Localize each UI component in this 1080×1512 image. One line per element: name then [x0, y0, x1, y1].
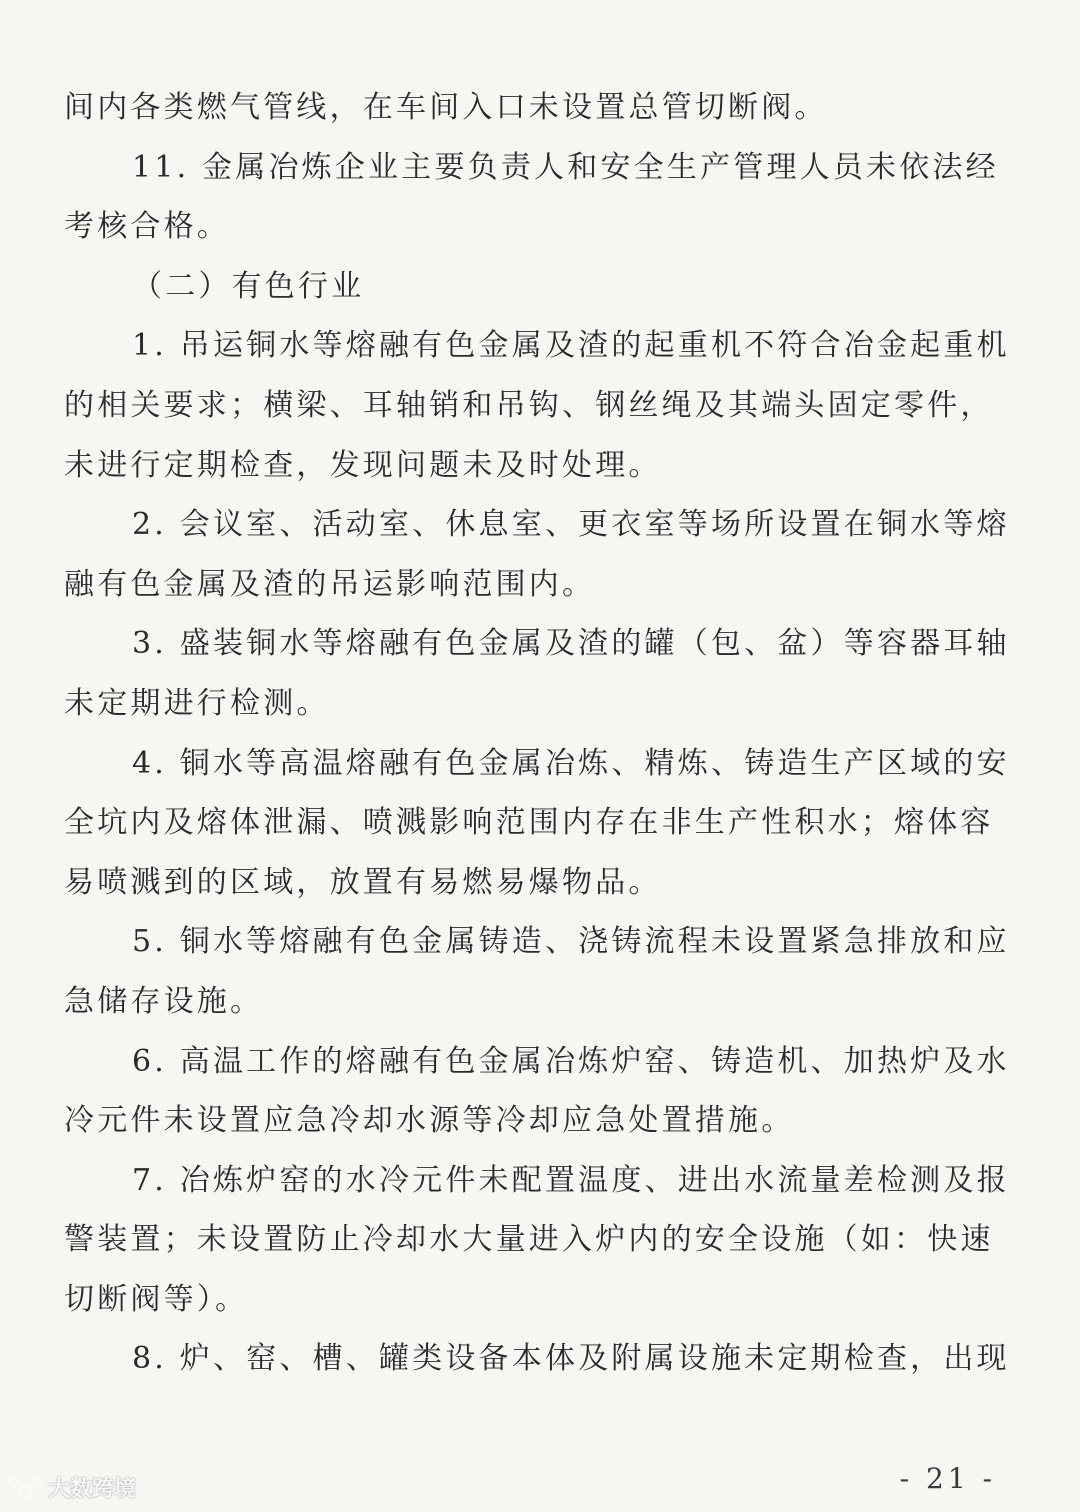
- text-line: 切断阀等）。: [64, 1281, 249, 1317]
- text-line: 间内各类燃气管线，在车间入口未设置总管切断阀。: [64, 90, 828, 125]
- text-line: 急储存设施。: [64, 983, 264, 1019]
- text-line: 7. 冶炼炉窑的水冷元件未配置温度、进出水流量差检测及报: [132, 1162, 1010, 1198]
- watermark: [8, 1472, 136, 1503]
- text-line: 冷元件未设置应急冷却水源等冷却应急处置措施。: [64, 1103, 795, 1139]
- page-number: - 21 -: [899, 1462, 996, 1495]
- text-line: 4. 铜水等高温熔融有色金属冶炼、精炼、铸造生产区域的安: [132, 745, 1010, 781]
- brand-logo-icon: [8, 1474, 42, 1502]
- text-line: 1. 吊运铜水等熔融有色金属及渣的起重机不符合冶金起重机: [132, 328, 1010, 364]
- watermark-text: 大数跨境: [48, 1477, 137, 1502]
- text-line: 5. 铜水等熔融有色金属铸造、浇铸流程未设置紧急排放和应: [132, 924, 1010, 960]
- text-line: 2. 会议室、活动室、休息室、更衣室等场所设置在铜水等熔: [132, 507, 1010, 543]
- text-line: 未进行定期检查，发现问题未及时处理。: [64, 447, 662, 483]
- text-line: （二）有色行业: [132, 268, 365, 304]
- text-line: 3. 盛装铜水等熔融有色金属及渣的罐（包、盆）等容器耳轴: [132, 626, 1010, 662]
- body-text: [64, 78, 1016, 1389]
- text-line: 融有色金属及渣的吊运影响范围内。: [64, 566, 596, 602]
- text-line: 考核合格。: [64, 209, 230, 245]
- text-line: 8. 炉、窑、槽、罐类设备本体及附属设施未定期检查，出现: [132, 1341, 1010, 1377]
- text-line: 未定期进行检测。: [64, 685, 330, 721]
- text-line: 6. 高温工作的熔融有色金属冶炼炉窑、铸造机、加热炉及水: [132, 1043, 1010, 1079]
- text-line: 11. 金属冶炼企业主要负责人和安全生产管理人员未依法经: [132, 149, 999, 185]
- text-line: 全坑内及熔体泄漏、喷溅影响范围内存在非生产性积水；熔体容: [64, 805, 994, 841]
- text-line: 易喷溅到的区域，放置有易燃易爆物品。: [64, 864, 662, 900]
- text-line: 的相关要求；横梁、耳轴销和吊钩、钢丝绳及其端头固定零件，: [64, 387, 994, 423]
- text-line: 警装置；未设置防止冷却水大量进入炉内的安全设施（如：快速: [64, 1222, 994, 1258]
